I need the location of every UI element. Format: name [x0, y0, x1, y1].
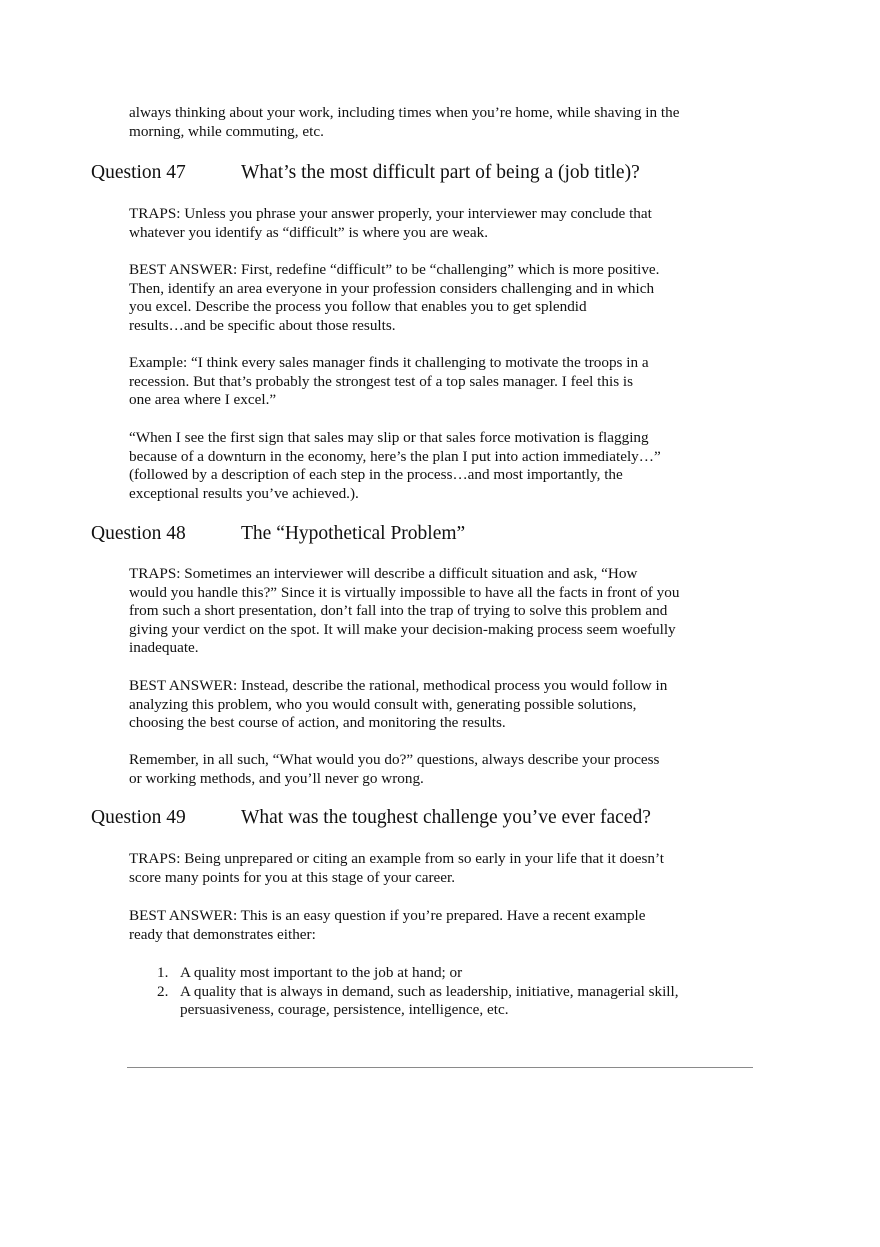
text-line: recession. But that’s probably the strongest test of a top sales manager. I feel this is	[129, 372, 634, 390]
q47-example-paragraph	[129, 354, 729, 410]
q49-best-answer-paragraph	[129, 907, 729, 944]
q47-traps-paragraph	[129, 205, 729, 242]
text-line: inadequate.	[129, 639, 199, 656]
question-number: Question 49	[91, 807, 186, 828]
text-line: BEST ANSWER: First, redefine “difficult” to be “challenging” which is more positive.	[129, 261, 660, 278]
list-item	[157, 983, 737, 1020]
question-number: Question 47	[91, 162, 186, 183]
text-line: you excel. Describe the process you follow that enables you to get splendid	[129, 298, 587, 315]
text-line: ready that demonstrates either:	[129, 925, 316, 943]
text-line: or working methods, and you’ll never go wrong.	[129, 769, 424, 787]
list-item-text: persuasiveness, courage, persistence, intelligence, etc.	[180, 1001, 509, 1018]
text-line: Example: “I think every sales manager finds it challenging to motivate the troops in a	[129, 354, 649, 371]
text-line: would you handle this?” Since it is virtually impossible to have all the facts in front of you	[129, 583, 680, 601]
q47-best-answer-paragraph	[129, 261, 729, 335]
list-number: 1.	[157, 964, 169, 981]
text-line: analyzing this problem, who you would consult with, generating possible solutions,	[129, 695, 637, 713]
text-line: BEST ANSWER: Instead, describe the rational, methodical process you would follow in	[129, 677, 668, 694]
text-line: TRAPS: Unless you phrase your answer properly, your interviewer may conclude that	[129, 205, 652, 222]
text-line: (followed by a description of each step in the process…and most importantly, the	[129, 466, 623, 483]
text-line: TRAPS: Being unprepared or citing an example from so early in your life that it doesn’t	[129, 850, 664, 867]
text-line: always thinking about your work, including times when you’re home, while shaving in the	[129, 104, 680, 121]
text-line: exceptional results you’ve achieved.).	[129, 484, 359, 502]
text-line: giving your verdict on the spot. It will make your decision-making process seem woefully	[129, 620, 676, 638]
text-line: whatever you identify as “difficult” is where you are weak.	[129, 223, 489, 241]
text-line: from such a short presentation, don’t fall into the trap of trying to solve this problem and	[129, 602, 668, 619]
question-title: What’s the most difficult part of being a (job title)?	[241, 162, 640, 183]
text-line: “When I see the first sign that sales may slip or that sales force motivation is flagging	[129, 429, 649, 446]
text-line: TRAPS: Sometimes an interviewer will describe a difficult situation and ask, “How	[129, 565, 638, 582]
q48-remember-paragraph	[129, 751, 729, 788]
q48-best-answer-paragraph	[129, 677, 729, 733]
footer-divider	[127, 1067, 753, 1068]
q47-quote-paragraph	[129, 429, 729, 503]
question-title: What was the toughest challenge you’ve ever faced?	[241, 807, 651, 828]
list-item-text: A quality that is always in demand, such as leadership, initiative, managerial skill,	[180, 982, 679, 1000]
question-number: Question 48	[91, 523, 186, 544]
list-item-text: A quality most important to the job at hand; or	[180, 964, 463, 981]
text-line: Remember, in all such, “What would you do?” questions, always describe your process	[129, 751, 660, 768]
question-title: The “Hypothetical Problem”	[241, 523, 466, 544]
q49-numbered-list	[157, 964, 737, 1020]
text-line: choosing the best course of action, and monitoring the results.	[129, 714, 506, 731]
list-item	[157, 964, 737, 983]
text-line: Then, identify an area everyone in your profession considers challenging and in which	[129, 279, 655, 297]
text-line: BEST ANSWER: This is an easy question if you’re prepared. Have a recent example	[129, 907, 646, 924]
list-number: 2.	[157, 982, 169, 1000]
intro-paragraph	[129, 104, 729, 141]
q49-traps-paragraph	[129, 850, 729, 887]
text-line: because of a downturn in the economy, here’s the plan I put into action immediately…”	[129, 447, 661, 465]
text-line: score many points for you at this stage of your career.	[129, 868, 456, 886]
text-line: one area where I excel.”	[129, 391, 277, 408]
q48-traps-paragraph	[129, 565, 729, 658]
text-line: results…and be specific about those results.	[129, 316, 396, 334]
text-line: morning, while commuting, etc.	[129, 122, 324, 140]
